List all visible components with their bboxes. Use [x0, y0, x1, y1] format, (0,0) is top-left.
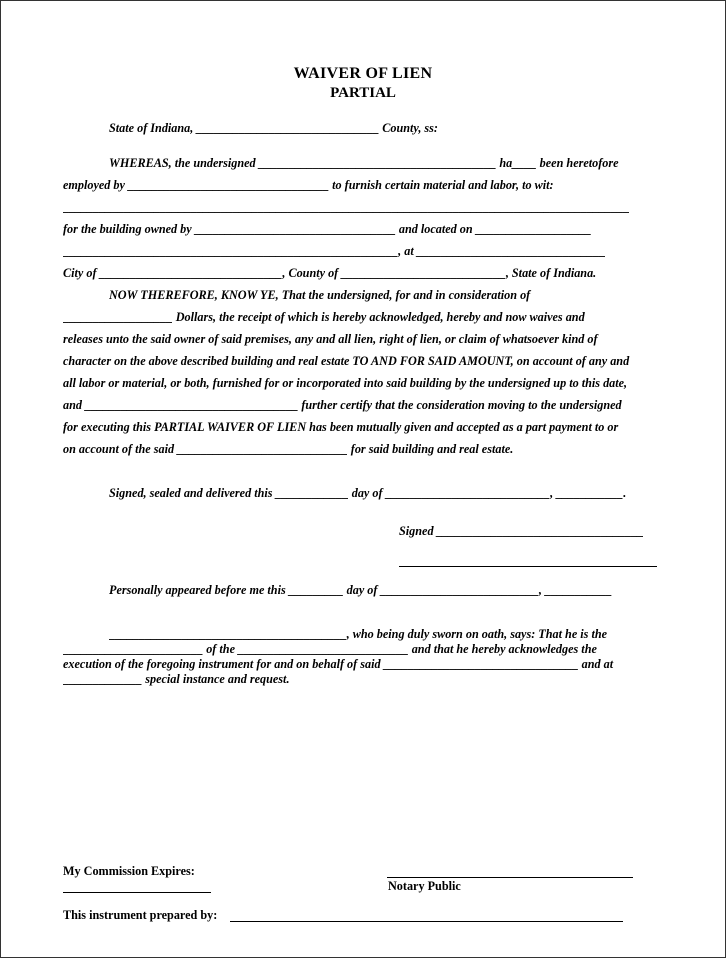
- signed-sealed-line: Signed, sealed and delivered this ____________ day of ___________________________, ___________.: [109, 486, 627, 500]
- special-instance-line: _____________ special instance and request.: [63, 672, 290, 686]
- partial-waiver-line: for executing this PARTIAL WAIVER OF LIEN has been mutually given and accepted as a part payment to or: [63, 420, 619, 434]
- state-county-line: State of Indiana, ______________________________ County, ss:: [109, 121, 438, 135]
- building-owner-line: for the building owned by _________________________________ and located on ___________________: [63, 222, 592, 236]
- character-line: character on the above described building and real estate TO AND FOR SAID AMOUNT, on account of any and: [63, 354, 630, 368]
- second-signature-rule: [399, 566, 657, 567]
- releases-line: releases unto the said owner of said premises, any and all lien, right of lien, or claim of whatsoever kind of: [63, 332, 598, 346]
- location-line: _______________________________________________________, at _______________________________: [63, 244, 606, 258]
- commission-expires-label: My Commission Expires:: [63, 864, 195, 878]
- work-description-line: _____________________________________________________________________________________________: [63, 200, 630, 214]
- execution-line: execution of the foregoing instrument for and on behalf of said ________________________________ and at: [63, 657, 614, 671]
- now-therefore-line: NOW THEREFORE, KNOW YE, That the undersigned, for and in consideration of: [109, 288, 531, 302]
- labor-material-line: all labor or material, or both, furnished for or incorporated into said building by the undersigned up to this date,: [63, 376, 628, 390]
- whereas-line: WHEREAS, the undersigned _______________________________________ ha____ been heretofore: [109, 156, 619, 170]
- personally-appeared-line: Personally appeared before me this _________ day of __________________________, ___________: [109, 583, 613, 597]
- commission-expires-rule: [63, 892, 211, 893]
- notary-signature-rule: [387, 877, 633, 878]
- employed-by-line: employed by _________________________________ to furnish certain material and labor, to wit:: [63, 178, 554, 192]
- sworn-line: _______________________________________, who being duly sworn on oath, says: That he is the: [109, 627, 608, 641]
- prepared-by-rule: [230, 921, 623, 922]
- of-the-line: _______________________ of the ____________________________ and that he hereby acknowledges the: [63, 642, 597, 656]
- signed-line: Signed __________________________________: [399, 524, 644, 538]
- further-certify-line: and ___________________________________ further certify that the consideration moving to the undersigned: [63, 398, 622, 412]
- city-county-line: City of ______________________________, County of ___________________________, State of Indiana.: [63, 266, 597, 280]
- prepared-by-label: This instrument prepared by:: [63, 908, 218, 922]
- dollars-line: __________________ Dollars, the receipt of which is hereby acknowledged, hereby and now waives and: [63, 310, 585, 324]
- notary-public-label: Notary Public: [388, 879, 461, 893]
- document-subtitle: PARTIAL: [330, 85, 396, 101]
- document-title: WAIVER OF LIEN: [293, 65, 433, 82]
- account-of-line: on account of the said ____________________________ for said building and real estate.: [63, 442, 514, 456]
